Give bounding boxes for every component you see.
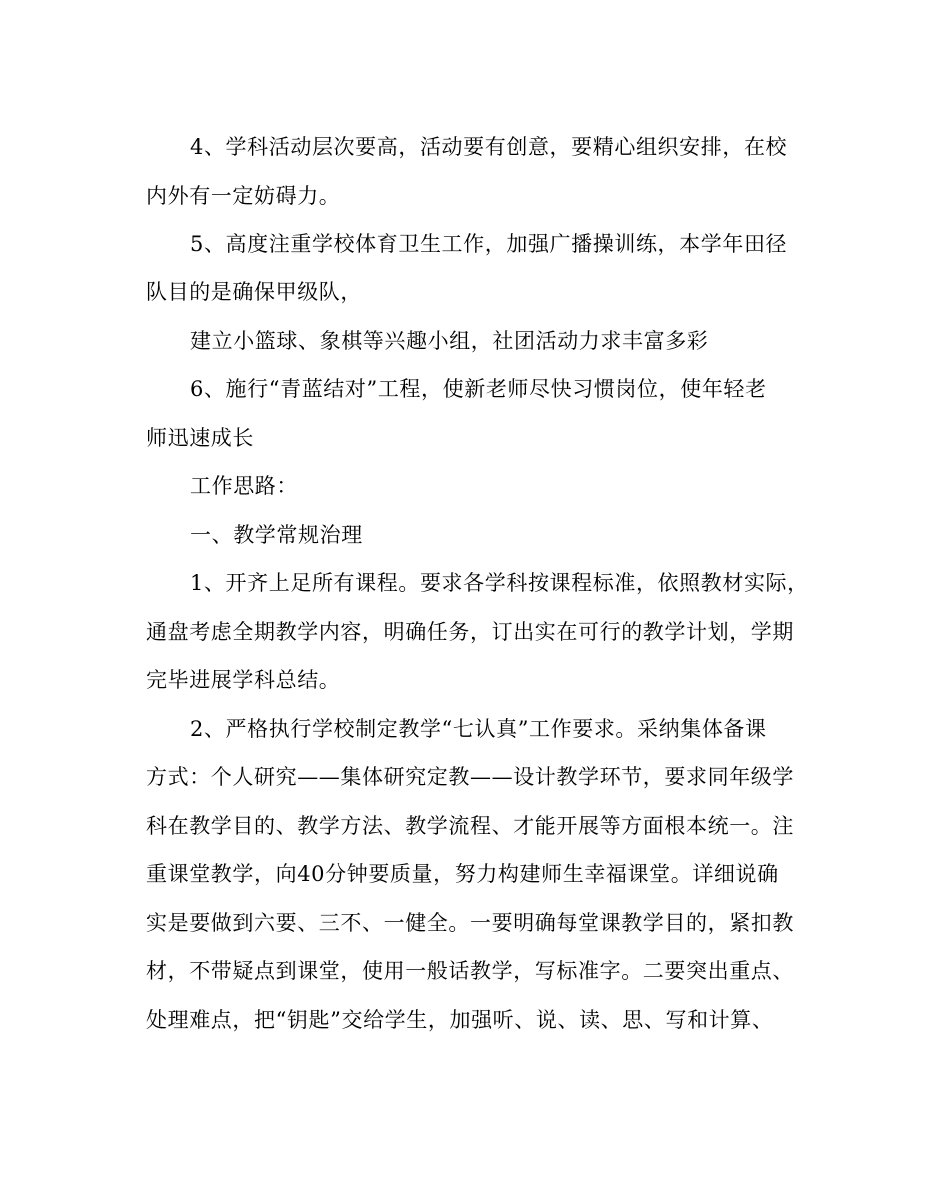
- paragraph-line: 4、学科活动层次要高，活动要有创意，要精心组织安排，在校: [190, 135, 788, 159]
- paragraph-line: 通盘考虑全期教学内容，明确任务，订出实在可行的教学计划，学期: [146, 620, 794, 644]
- section-label: 工作思路：: [190, 474, 298, 498]
- paragraph-line: 1、开齐上足所有课程。要求各学科按课程标准，依照教材实际，: [190, 571, 809, 595]
- paragraph-line: 队目的是确保甲级队，: [146, 280, 362, 304]
- paragraph-line: 重课堂教学，向40分钟要质量，努力构建师生幸福课堂。详细说确: [146, 862, 779, 886]
- paragraph-line: 5、高度注重学校体育卫生工作，加强广播操训练，本学年田径: [190, 232, 788, 256]
- paragraph-line: 6、施行“青蓝结对”工程，使新老师尽快习惯岗位，使年轻老: [190, 377, 767, 401]
- paragraph-line: 处理难点，把“钥匙”交给学生，加强听、说、读、思、写和计算、: [146, 1008, 774, 1032]
- paragraph-line: 内外有一定妨碍力。: [146, 184, 341, 208]
- paragraph-line: 材，不带疑点到课堂，使用一般话教学，写标准字。二要突出重点、: [146, 959, 794, 983]
- paragraph-line: 师迅速成长: [146, 426, 254, 450]
- paragraph-line: 建立小篮球、象棋等兴趣小组，社团活动力求丰富多彩: [190, 329, 709, 353]
- paragraph-line: 实是要做到六要、三不、一健全。一要明确每堂课教学目的，紧扣教: [146, 911, 794, 935]
- paragraph-line: 方式：个人研究——集体研究定教——设计教学环节，要求同年级学: [146, 765, 794, 789]
- section-heading: 一、教学常规治理: [190, 523, 363, 547]
- paragraph-line: 完毕进展学科总结。: [146, 668, 341, 692]
- paragraph-line: 科在教学目的、教学方法、教学流程、才能开展等方面根本统一。注: [146, 814, 794, 838]
- paragraph-line: 2、严格执行学校制定教学“七认真”工作要求。采纳集体备课: [190, 717, 767, 741]
